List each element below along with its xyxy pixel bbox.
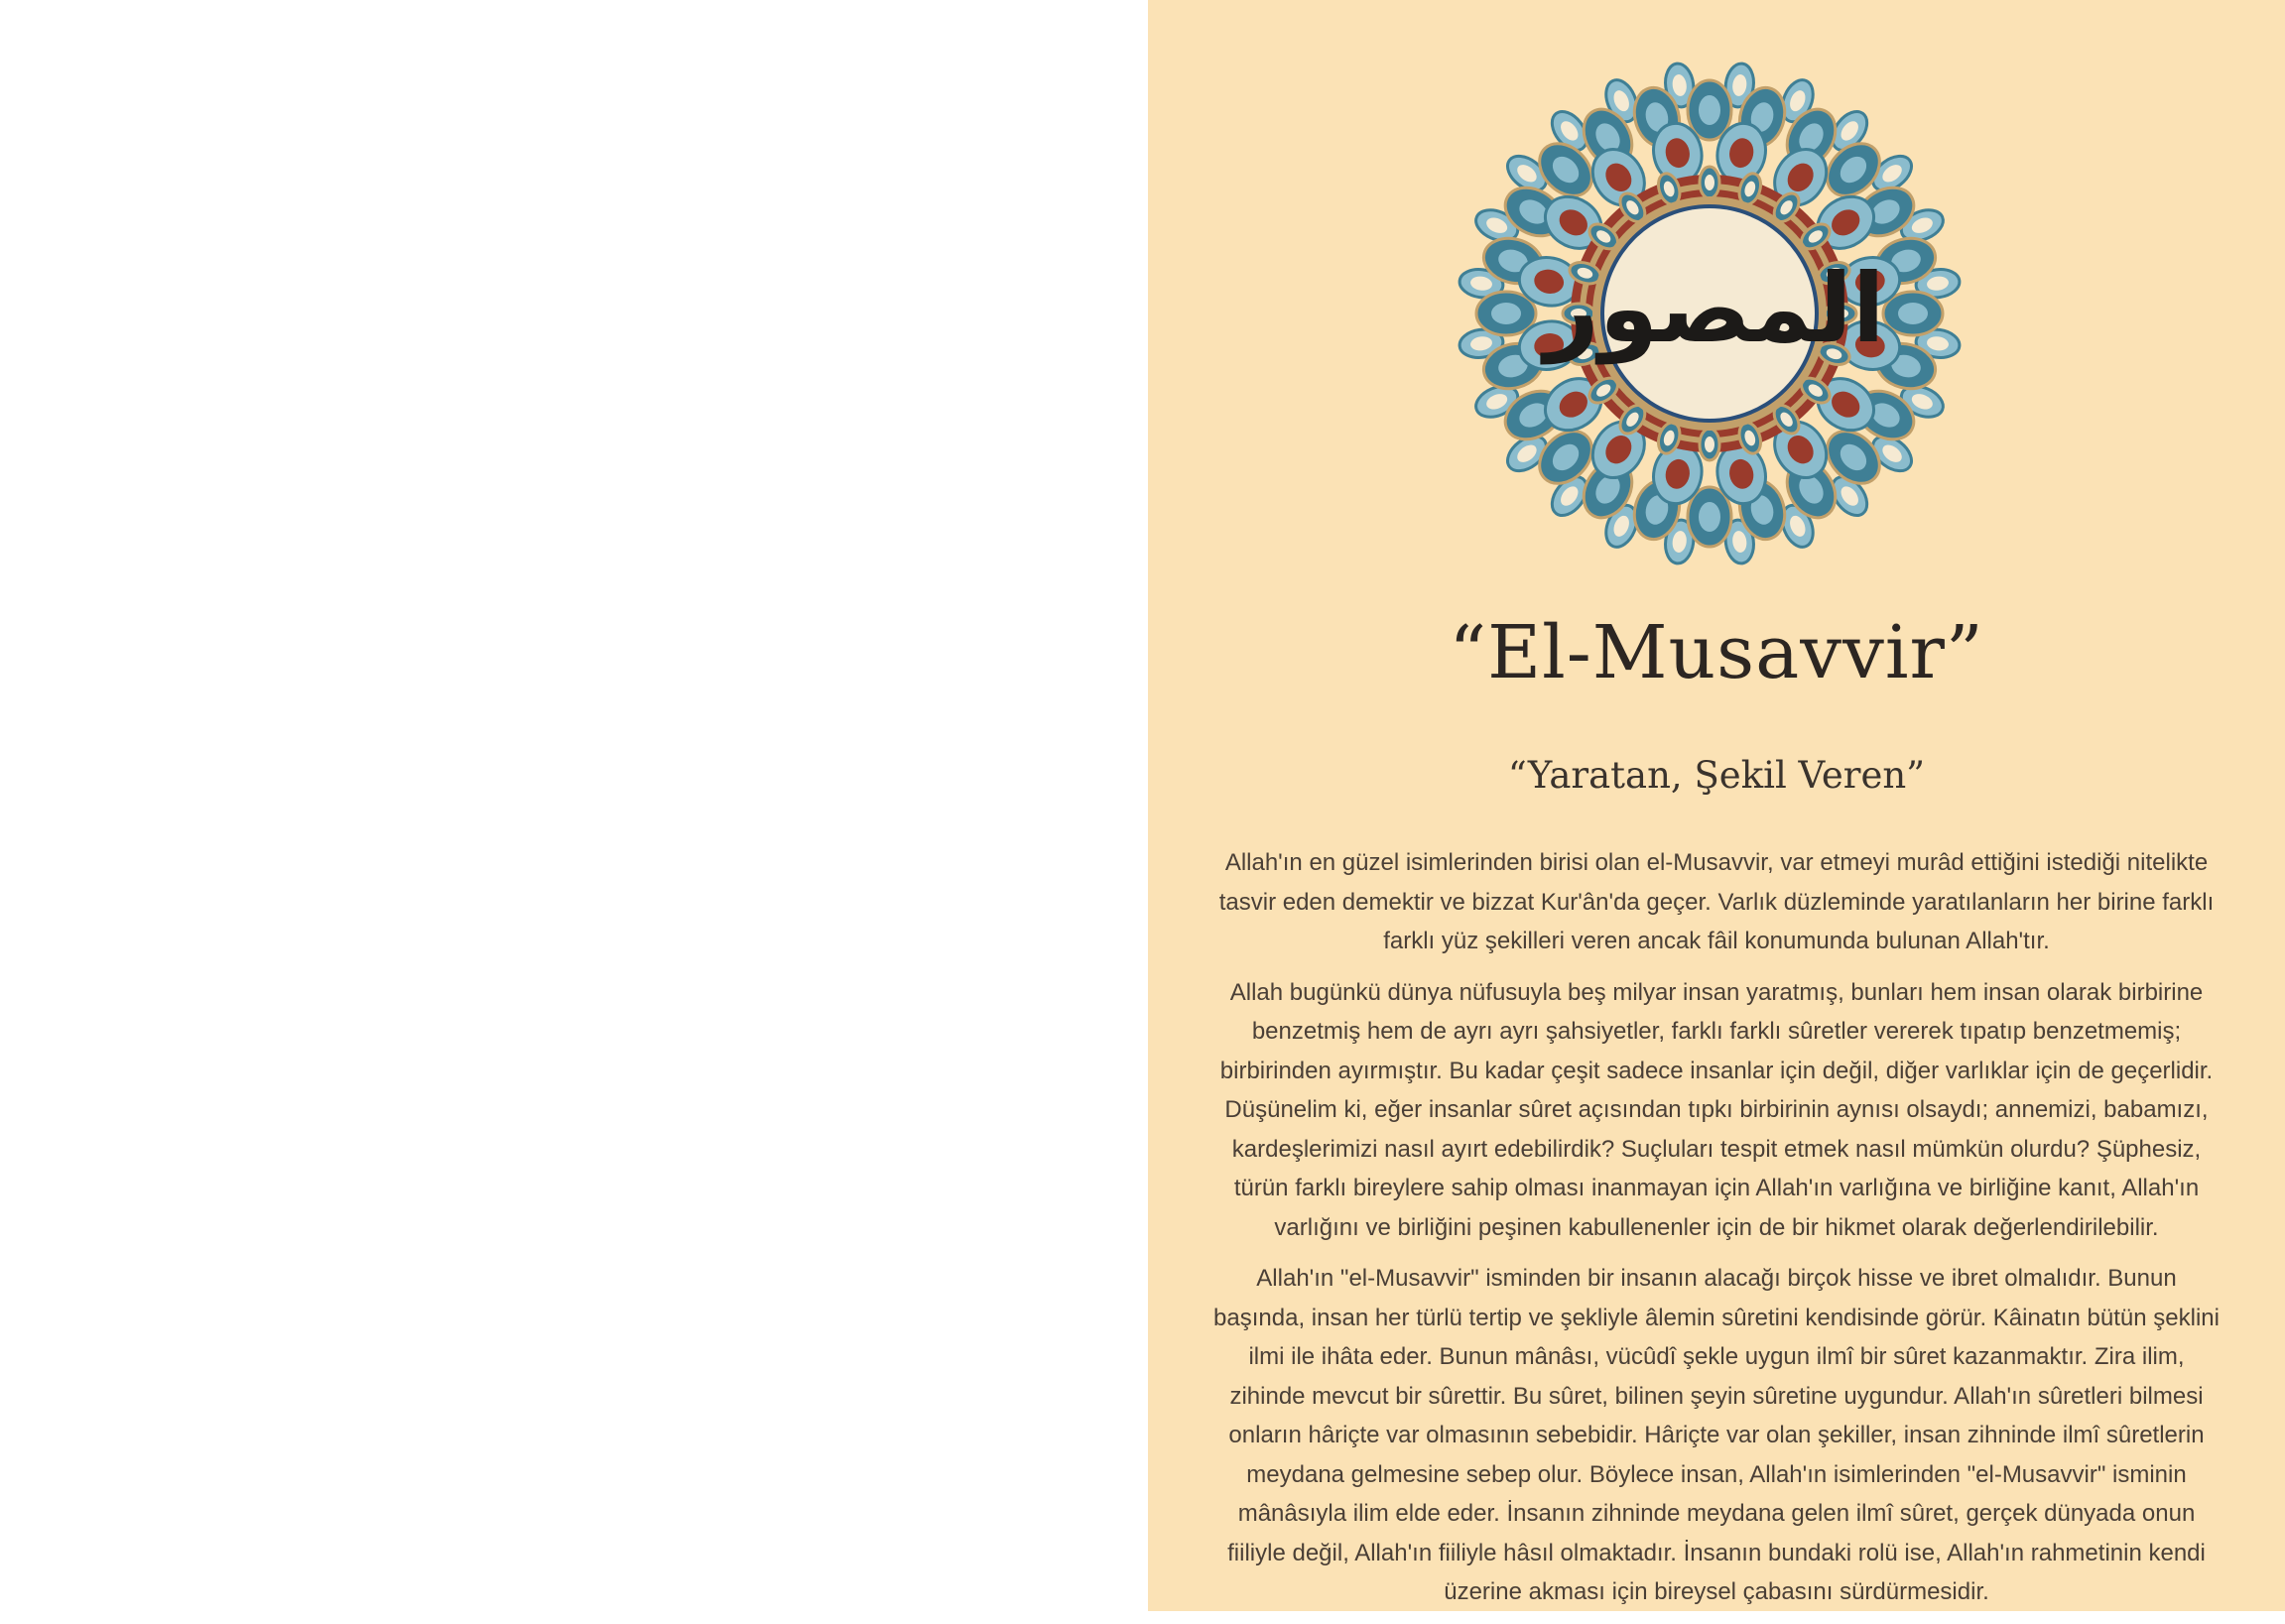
outer-petal-large: [1476, 292, 1536, 335]
outer-petal-large: [1883, 292, 1943, 335]
right-page: [1148, 0, 2285, 1611]
inner-petal: [1700, 429, 1719, 460]
left-page-blank: [0, 0, 1148, 1611]
calligraphy-medallion: [1446, 50, 1973, 577]
outer-petal-large: [1688, 487, 1731, 547]
page-subtitle: “Yaratan, Şekil Veren”: [1507, 754, 1926, 797]
paragraph-1: Allah'ın en güzel isimlerinden birisi olan el-Musavvir, var etmeyi murâd ettiğini istediği nitelikte tasvir eden demektir ve bizzat Kur'ân'da geçer. Varlık düzleminde yaratılanların her birine farklı farklı yüz şekilleri veren ancak fâil konumunda bulunan Allah'tır.: [1218, 849, 2215, 954]
paragraph-2: Allah bugünkü dünya nüfusuyla beş milyar insan yaratmış, bunları hem insan olarak birbirine benzetmiş hem de ayrı ayrı şahsiyetler, farklı farklı sûretler vererek tıpatıp benzetmemiş; birbirinden ayırmıştır. Bu kadar çeşit sadece insanlar için değil, diğer varlıklar için de geçerlidir. Düşünelim ki, eğer insanlar sûret açısından tıpkı birbirinin aynısı olsaydı; annemizi, babamızı, kardeşlerimizi nasıl ayırt edebilirdik? Suçluları tespit etmek nasıl mümkün olurdu? Şüphesiz, türün farklı bireylere sahip olması inanmayan için Allah'ın varlığına ve birliğine kanıt, Allah'ın varlığını ve birliğini peşinen kabullenenler için de bir hikmet olarak değerlendirilebilir.: [1219, 978, 2214, 1241]
body-text: [1212, 843, 2221, 1624]
page-title: “El-Musavvir”: [1449, 610, 1984, 695]
inner-petal: [1700, 167, 1719, 198]
arabic-calligraphy: المصور: [1544, 253, 1885, 364]
paragraph-3: Allah'ın "el-Musavvir" isminden bir insanın alacağı birçok hisse ve ibret olmalıdır. Bunun başında, insan her türlü tertip ve şekliyle âlemin sûretini kendisinde görür. Kâinatın bütün şeklini ilmi ile ihâta eder. Bunun mânâsı, vücûdî şekle uygun ilmî bir sûret kazanmaktır. Zira ilim, zihinde mevcut bir sûrettir. Bu sûret, bilinen şeyin sûretine uygundur. Allah'ın sûretleri bilmesi onların hâriçte var olmasının sebebidir. Hâriçte var olan şekiller, insan zihninde ilmî sûretlerin meydana gelmesine sebep olur. Böylece insan, Allah'ın isimlerinden "el-Musavvir" isminin mânâsıyla ilim elde eder. İnsanın zihninde meydana gelen ilmî sûret, gerçek dünyada onun fiiliyle değil, Allah'ın fiiliyle hâsıl olmaktadır. İnsanın bundaki rolü ise, Allah'ın rahmetinin kendi üzerine akması için bireysel çabasını sürdürmesidir.: [1213, 1265, 2220, 1605]
outer-petal-large: [1688, 80, 1731, 140]
